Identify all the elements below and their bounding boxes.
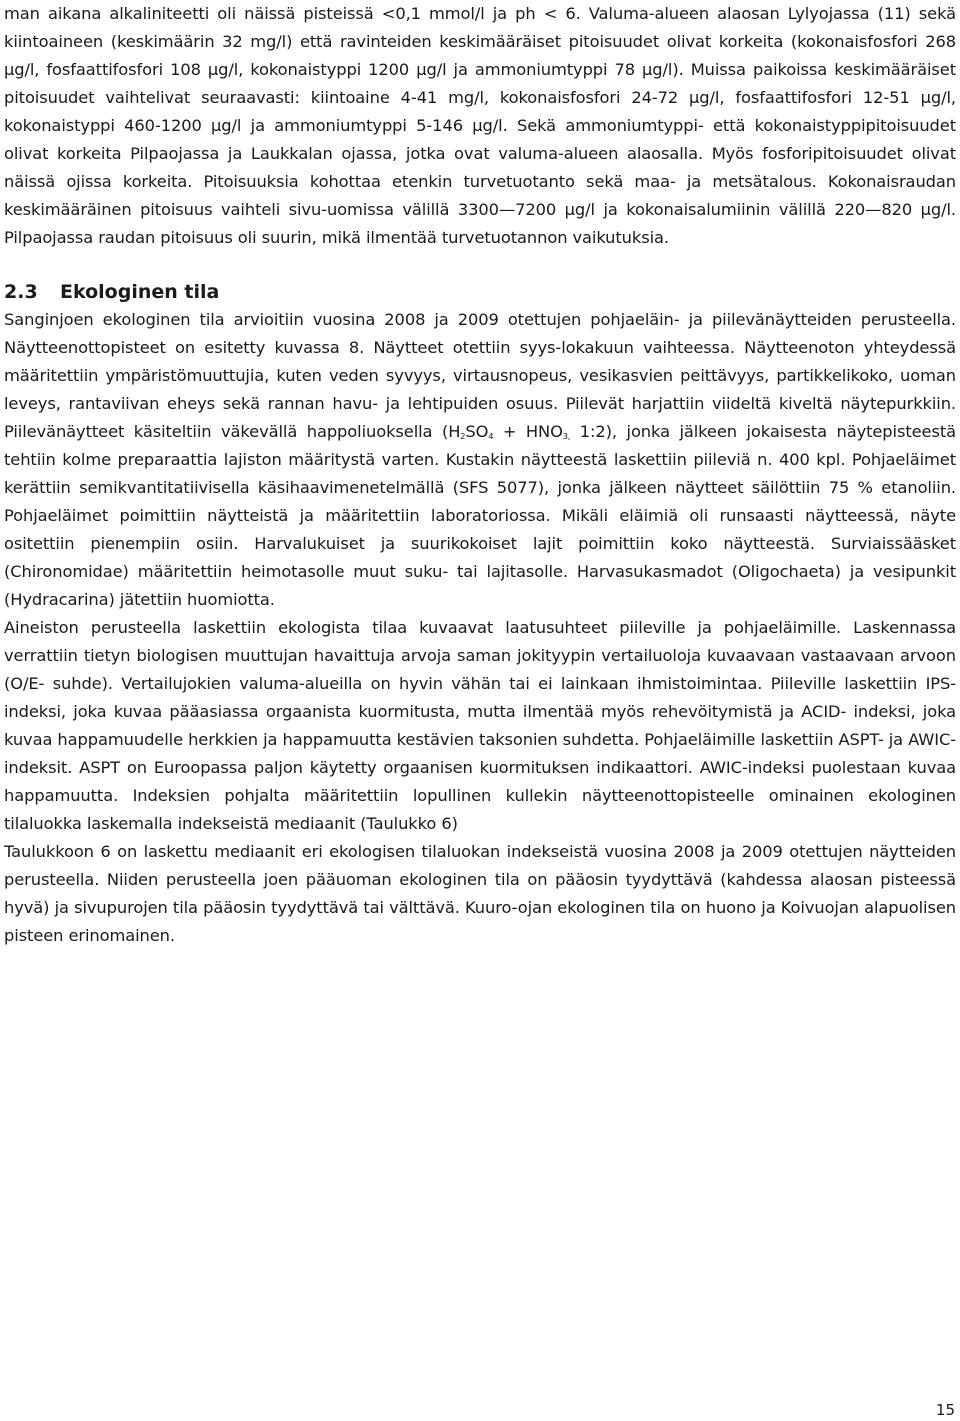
body-paragraph-water-quality: man aikana alkaliniteetti oli näissä pisteissä <0,1 mmol/l ja ph < 6. Valuma-alueen alaosan Lylyojassa (11) sekä kiintoaineen (keskimäärin 32 mg/l) että ravinteiden keskimääräiset pitoisuudet olivat korkeita (kokonaisfosfori 268 µg/l, fosfaattifosfori 108 µg/l, kokonaistyppi 1200 µg/l ja ammoniumtyppi 78 µg/l). Muissa paikoissa keskimääräiset pitoisuudet vaihtelivat seuraavasti: kiintoaine 4-41 mg/l, kokonaisfosfori 24-72 µg/l, fosfaattifosfori 12-51 µg/l, kokonaistyppi 460-1200 µg/l ja ammoniumtyppi 5-146 µg/l. Sekä ammoniumtyppi- että kokonaistyppipitoisuudet olivat korkeita Pilpaojassa ja Laukkalan ojassa, jotka ovat valuma-alueen alaosalla. Myös fosforipitoisuudet olivat näissä ojissa korkeita. Pitoisuuksia kohottaa etenkin turvetuotanto sekä maa- ja metsätalous. Kokonaisraudan keskimääräinen pitoisuus vaihteli sivu-uomissa välillä 3300—7200 µg/l ja kokonaisalumiinin välillä 220—820 µg/l. Pilpaojassa raudan pitoisuus oli suurin, mikä ilmentää turvetuotannon vaikutuksia. xyxy=(4,4,956,247)
body-paragraph-indices: Aineiston perusteella laskettiin ekologista tilaa kuvaavat laatusuhteet piileville ja pohjaeläimille. Laskennassa verrattiin tietyn biologisen muuttujan havaittuja arvoja saman jokityypin vertailuoloja kuvaavaan vastaavaan arvoon (O/E- suhde). Vertailujokien valuma-alueilla on hyvin vähän tai ei lainkaan ihmistoimintaa. Piileville laskettiin IPS-indeksi, joka kuvaa pääasiassa orgaanista kuormitusta, mutta ilmentää myös rehevöitymistä ja ACID- indeksi, joka kuvaa happamuudelle herkkien ja happamuutta kestävien taksonien suhdetta. Pohjaeläimille laskettiin ASPT- ja AWIC- indeksit. ASPT on Euroopassa paljon käytetty orgaanisen kuormituksen indikaattori. AWIC-indeksi puolestaan kuvaa happamuutta. Indeksien pohjalta määritettiin lopullinen kullekin näytteenottopisteelle ominainen ekologinen tilaluokka laskemalla indekseistä mediaanit (Taulukko 6) xyxy=(4,618,956,833)
page-number: 15 xyxy=(935,1401,955,1419)
body-paragraph-sampling-methods xyxy=(4,306,956,614)
section-title: Ekologinen tila xyxy=(60,281,220,303)
section-heading xyxy=(4,278,956,306)
section-number: 2.3 xyxy=(4,281,38,303)
body-paragraph-results: Taulukkoon 6 on laskettu mediaanit eri ekologisen tilaluokan indekseistä vuosina 2008 ja 2009 otettujen näytteiden perusteella. Niiden perusteella joen pääuoman ekologinen tila on pääosin tyydyttävä (kahdessa alaosan pisteessä hyvä) ja sivupurojen tila pääosin tyydyttävä tai välttävä. Kuuro-ojan ekologinen tila on huono ja Koivuojan alapuolisen pisteen erinomainen. xyxy=(4,842,956,945)
paragraph-text-after-formula: 1:2), jonka jälkeen jokaisesta näytepisteestä tehtiin kolme preparaattia lajiston määritystä varten. Kustakin näytteestä laskettiin piileviä n. 400 kpl. Pohjaeläimet kerättiin semikvantitatiivisella käsihaavimenetelmällä (SFS 5077), jonka jälkeen näytteet säilöttiin 75 % etanoliin. Pohjaeläimet poimittiin näytteistä ja määritettiin laboratoriossa. Mikäli eläimiä oli runsaasti näytteessä, näyte ositettiin pienempiin osiin. Harvalukuiset ja suurikokoiset lajit poimittiin koko näytteestä. Surviaissääsket (Chironomidae) määritettiin heimotasolle muut suku- tai lajitasolle. Harvasukasmadot (Oligochaeta) ja vesipunkit (Hydracarina) jätettiin huomiotta. xyxy=(4,422,957,609)
chemical-formula: $H_2SO_4 + HNO_{3,}$ xyxy=(448,422,571,441)
document-page xyxy=(4,0,956,950)
paragraph-text-before-formula: Sanginjoen ekologinen tila arvioitiin vuosina 2008 ja 2009 otettujen pohjaeläin- ja piilevänäytteiden perusteella. Näytteenottopisteet on esitetty kuvassa 8. Näytteet otettiin syys-lokakuun vaihteessa. Näytteenoton yhteydessä määritettiin ympäristömuuttujia, kuten veden syvyys, virtausnopeus, vesikasvien peittävyys, partikkelikoko, uoman leveys, rantaviivan eheys sekä rannan havu- ja lehtipuiden osuus. Piilevät harjattiin viideltä kiveltä näytepurkkiin. Piilevänäytteet käsiteltiin väkevällä happoliuoksella ( xyxy=(4,310,956,441)
